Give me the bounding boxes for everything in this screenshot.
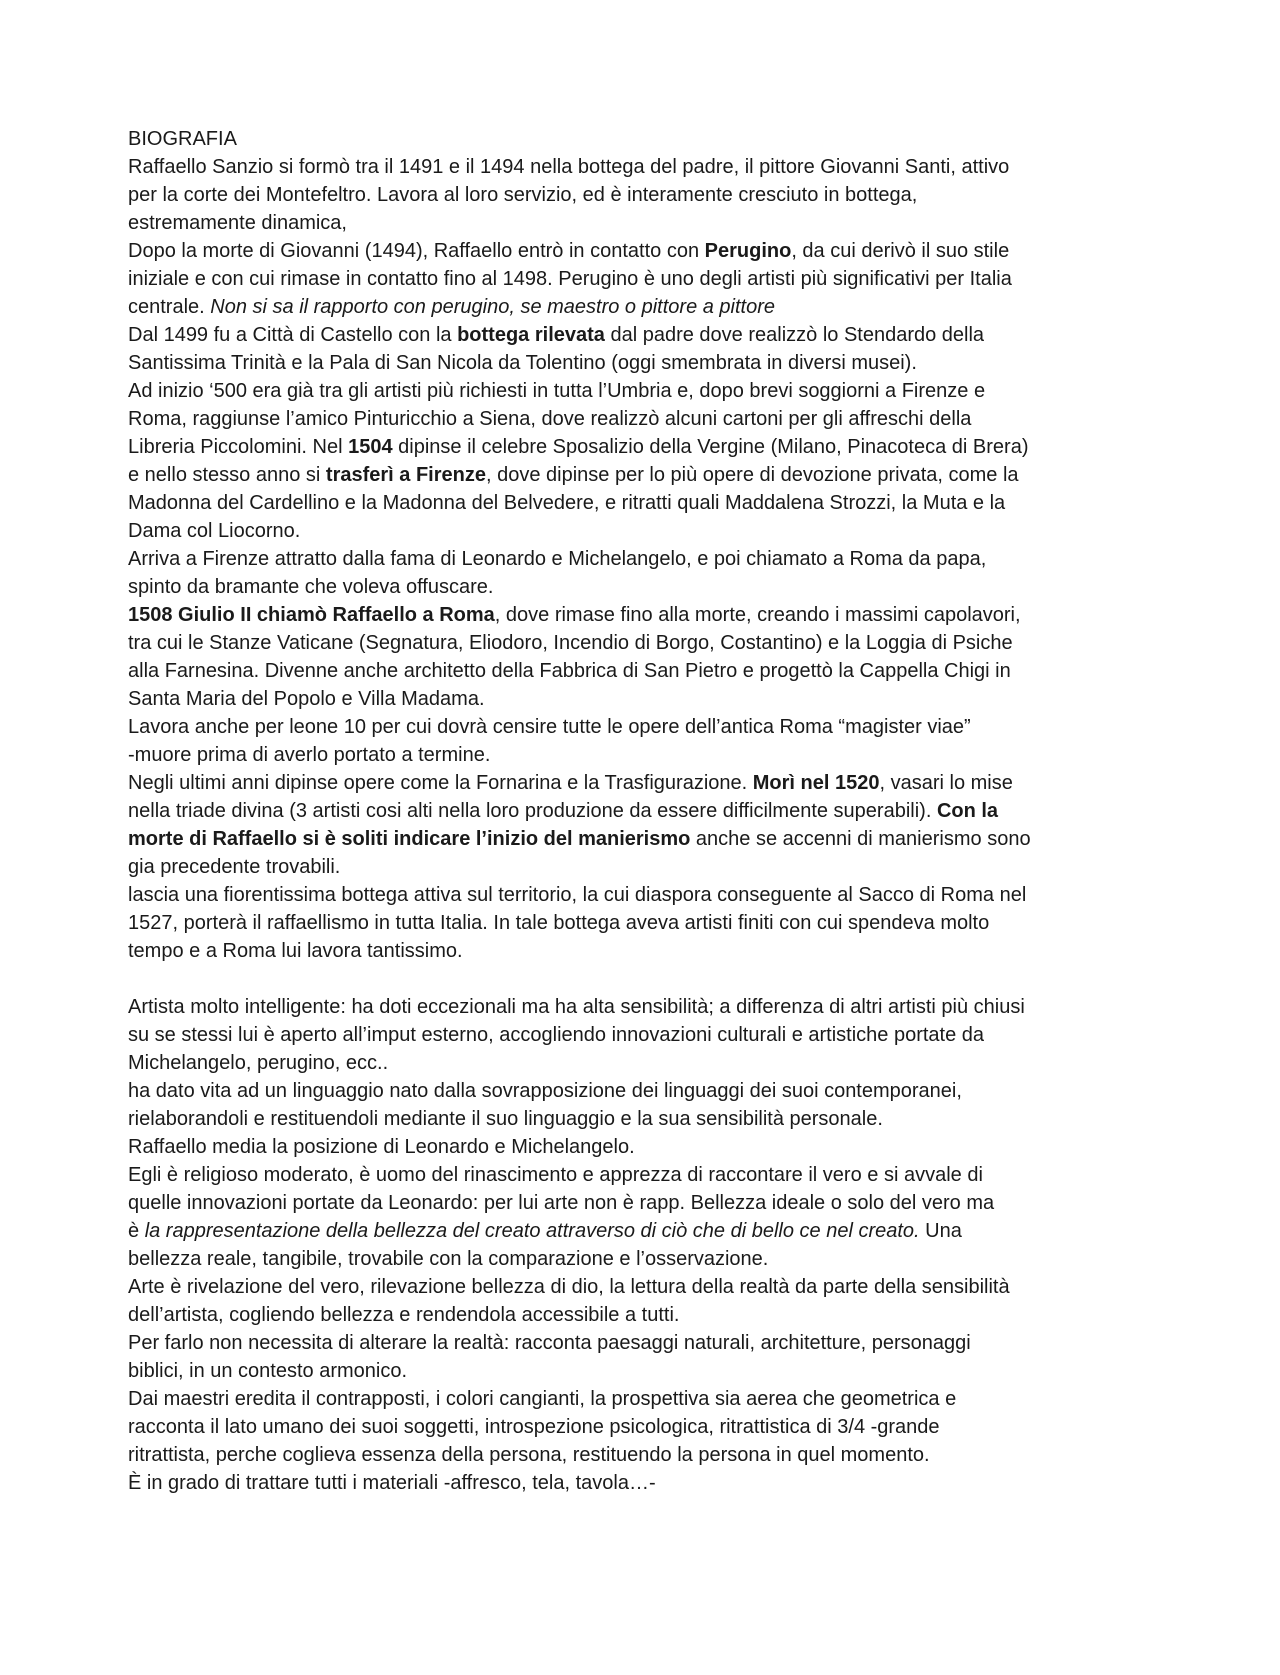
paragraph-line: Raffaello media la posizione di Leonardo e Michelangelo. bbox=[128, 1136, 635, 1158]
paragraph-line: Per farlo non necessita di alterare la realtà: racconta paesaggi naturali, architetture, personaggi bbox=[128, 1332, 971, 1354]
paragraph-line: estremamente dinamica, bbox=[128, 212, 347, 234]
paragraph-line bbox=[128, 461, 1170, 489]
paragraph-line: tra cui le Stanze Vaticane (Segnatura, Eliodoro, Incendio di Borgo, Costantino) e la Loggia di Psiche bbox=[128, 632, 1013, 654]
text-run: Libreria Piccolomini. Nel bbox=[128, 436, 349, 458]
paragraph-line: alla Farnesina. Divenne anche architetto della Fabbrica di San Pietro e progettò la Cappella Chigi in bbox=[128, 660, 1011, 682]
paragraph-line: spinto da bramante che voleva offuscare. bbox=[128, 576, 494, 598]
paragraph-line: -muore prima di averlo portato a termine. bbox=[128, 744, 491, 766]
bold-text: 1508 Giulio II chiamò Raffaello a Roma bbox=[128, 604, 495, 626]
bold-text: trasferì a Firenze bbox=[325, 464, 486, 486]
paragraph-line: Egli è religioso moderato, è uomo del rinascimento e apprezza di raccontare il vero e si avvale di bbox=[128, 1164, 983, 1186]
paragraph-line: Arte è rivelazione del vero, rilevazione bellezza di dio, la lettura della realtà da parte della sensibilità bbox=[128, 1276, 1010, 1298]
text-run: , dove rimase fino alla morte, creando i massimi capolavori, bbox=[494, 604, 1021, 626]
paragraph-line: Artista molto intelligente: ha doti eccezionali ma ha alta sensibilità; a differenza di altri artisti più chiusi bbox=[128, 996, 1025, 1018]
text-run: dipinse il celebre Sposalizio della Vergine (Milano, Pinacoteca di Brera) bbox=[392, 436, 1029, 458]
paragraph-line: 1527, porterà il raffaellismo in tutta Italia. In tale bottega aveva artisti finiti con cui spendeva molto bbox=[128, 912, 990, 934]
bold-text: Perugino bbox=[704, 240, 792, 262]
paragraph-line: Madonna del Cardellino e la Madonna del Belvedere, e ritratti quali Maddalena Strozzi, la Muta e la bbox=[128, 492, 1006, 514]
paragraph-line bbox=[128, 237, 1170, 265]
bold-text: Con la bbox=[936, 800, 999, 822]
paragraph-line: per la corte dei Montefeltro. Lavora al loro servizio, ed è interamente cresciuto in bottega, bbox=[128, 184, 918, 206]
section-analysis bbox=[128, 993, 1170, 1497]
text-run: anche se accenni di manierismo sono bbox=[690, 828, 1031, 850]
paragraph-line: quelle innovazioni portate da Leonardo: per lui arte non è rapp. Bellezza ideale o solo del vero ma bbox=[128, 1192, 995, 1214]
paragraph-line: ha dato vita ad un linguaggio nato dalla sovrapposizione dei linguaggi dei suoi contemporanei, bbox=[128, 1080, 962, 1102]
paragraph-line: tempo e a Roma lui lavora tantissimo. bbox=[128, 940, 463, 962]
paragraph-line bbox=[128, 433, 1170, 461]
italic-text: la rappresentazione della bellezza del creato attraverso di ciò che di bello ce nel creato. bbox=[144, 1220, 920, 1242]
text-run: dal padre dove realizzò lo Stendardo della bbox=[604, 324, 985, 346]
bold-text: morte di Raffaello si è soliti indicare l’inizio del manierismo bbox=[128, 828, 691, 850]
paragraph-line: Raffaello Sanzio si formò tra il 1491 e il 1494 nella bottega del padre, il pittore Giovanni Santi, attivo bbox=[128, 156, 1010, 178]
paragraph-line bbox=[128, 797, 1170, 825]
text-run: è bbox=[128, 1220, 145, 1242]
paragraph-line: Dai maestri eredita il contrapposti, i colori cangianti, la prospettiva sia aerea che geometrica e bbox=[128, 1388, 957, 1410]
document-title: BIOGRAFIA bbox=[128, 128, 237, 150]
text-run: nella triade divina (3 artisti cosi alti nella loro produzione da essere difficilmente superabili). bbox=[128, 800, 937, 822]
paragraph-line: Michelangelo, perugino, ecc.. bbox=[128, 1052, 389, 1074]
paragraph-line: rielaborandoli e restituendoli mediante il suo linguaggio e la sua sensibilità personale. bbox=[128, 1108, 883, 1130]
text-run: Dopo la morte di Giovanni (1494), Raffaello entrò in contatto con bbox=[128, 240, 705, 262]
paragraph-line: È in grado di trattare tutti i materiali -affresco, tela, tavola…- bbox=[128, 1472, 656, 1494]
paragraph-line: dell’artista, cogliendo bellezza e rendendola accessibile a tutti. bbox=[128, 1304, 680, 1326]
bold-text: bottega rilevata bbox=[457, 324, 605, 346]
paragraph-line: bellezza reale, tangibile, trovabile con la comparazione e l’osservazione. bbox=[128, 1248, 769, 1270]
paragraph-line bbox=[128, 1217, 1170, 1245]
paragraph-line: Arriva a Firenze attratto dalla fama di Leonardo e Michelangelo, e poi chiamato a Roma da papa, bbox=[128, 548, 987, 570]
text-run: centrale. bbox=[128, 296, 211, 318]
paragraph-line: Santissima Trinità e la Pala di San Nicola da Tolentino (oggi smembrata in diversi musei). bbox=[128, 352, 917, 374]
bold-text: Morì nel 1520 bbox=[752, 772, 880, 794]
paragraph-line: lascia una fiorentissima bottega attiva sul territorio, la cui diaspora conseguente al Sacco di Roma nel bbox=[128, 884, 1027, 906]
paragraph-spacer bbox=[128, 965, 1170, 993]
paragraph-line: Lavora anche per leone 10 per cui dovrà censire tutte le opere dell’antica Roma “magister viae” bbox=[128, 716, 971, 738]
section-biography bbox=[128, 153, 1170, 965]
paragraph-line: ritrattista, perche coglieva essenza della persona, restituendo la persona in quel momento. bbox=[128, 1444, 930, 1466]
paragraph-line: racconta il lato umano dei suoi soggetti, introspezione psicologica, ritrattistica di 3/4 -grande bbox=[128, 1416, 940, 1438]
paragraph-line bbox=[128, 293, 1170, 321]
paragraph-line bbox=[128, 321, 1170, 349]
bold-text: 1504 bbox=[348, 436, 393, 458]
text-run: , da cui derivò il suo stile bbox=[791, 240, 1010, 262]
paragraph-line bbox=[128, 601, 1170, 629]
paragraph-line: Roma, raggiunse l’amico Pinturicchio a Siena, dove realizzò alcuni cartoni per gli affreschi della bbox=[128, 408, 972, 430]
paragraph-line: su se stessi lui è aperto all’imput esterno, accogliendo innovazioni culturali e artistiche portate da bbox=[128, 1024, 985, 1046]
text-run: Dal 1499 fu a Città di Castello con la bbox=[128, 324, 458, 346]
paragraph-line: Dama col Liocorno. bbox=[128, 520, 301, 542]
paragraph-line: Ad inizio ‘500 era già tra gli artisti più richiesti in tutta l’Umbria e, dopo brevi soggiorni a Firenze e bbox=[128, 380, 986, 402]
text-run: Negli ultimi anni dipinse opere come la Fornarina e la Trasfigurazione. bbox=[128, 772, 753, 794]
text-run: Una bbox=[919, 1220, 962, 1242]
paragraph-line: iniziale e con cui rimase in contatto fino al 1498. Perugino è uno degli artisti più significativi per Italia bbox=[128, 268, 1012, 290]
paragraph-line: biblici, in un contesto armonico. bbox=[128, 1360, 408, 1382]
italic-text: Non si sa il rapporto con perugino, se maestro o pittore a pittore bbox=[210, 296, 776, 318]
text-run: , vasari lo mise bbox=[879, 772, 1013, 794]
paragraph-line bbox=[128, 769, 1170, 797]
paragraph-line bbox=[128, 825, 1170, 853]
text-run: e nello stesso anno si bbox=[128, 464, 326, 486]
text-run: , dove dipinse per lo più opere di devozione privata, come la bbox=[485, 464, 1019, 486]
paragraph-line: gia precedente trovabili. bbox=[128, 856, 341, 878]
paragraph-line: Santa Maria del Popolo e Villa Madama. bbox=[128, 688, 485, 710]
